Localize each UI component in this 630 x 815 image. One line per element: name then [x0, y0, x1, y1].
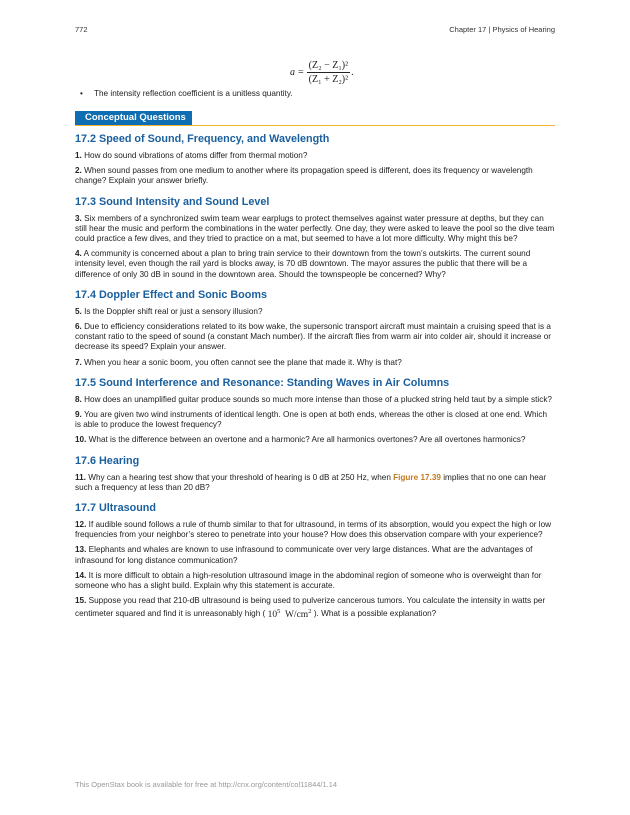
- questions-content: [75, 133, 555, 625]
- question-number: 1.: [75, 151, 82, 160]
- question-number: 13.: [75, 545, 87, 555]
- question-item: [75, 571, 555, 591]
- question-text: It is more difficult to obtain a high-resolution ultrasound image in the abdominal region of someone who is overweight than for someone who has a slight build. Explain why this statement is accurate.: [75, 570, 542, 591]
- question-text: Why can a hearing test show that your threshold of hearing is 0 dB at 250 Hz, when: [88, 472, 394, 482]
- question-number: 14.: [75, 570, 87, 580]
- question-item: [75, 473, 555, 493]
- bullet-text: The intensity reflection coefficient is a unitless quantity.: [94, 89, 293, 98]
- question-item: [75, 151, 555, 161]
- equation-numerator: (Z₂ − Z₁)²: [308, 60, 349, 71]
- section-heading: 17.3 Sound Intensity and Sound Level: [75, 195, 270, 208]
- question-text: When sound passes from one medium to another where its propagation speed is different, does its frequency or wavelength change? Explain your answer briefly.: [75, 166, 533, 186]
- question-item: [75, 322, 555, 353]
- conceptual-questions-label: Conceptual Questions: [75, 111, 192, 125]
- question-item: [75, 520, 555, 540]
- intensity-formula: [265, 607, 314, 620]
- question-number: 8.: [75, 394, 82, 404]
- question-text: Six members of a synchronized swim team wear earplugs to protect themselves against water pressure at depths, but they can still hear the music and perform the combinations in the water perfectly. One day, they were asked to leave the pool so the dive team could practice a few dives, and they tried to practice on a mat, but seemed to have a lot more difficulty. Why might this be?: [75, 213, 555, 244]
- question-item: [75, 410, 555, 430]
- question-text: Suppose you read that 210-dB ultrasound is being used to pulverize cancerous tumors. You calculate the intensity in watts per centimeter squared and find it is unreasonably high (: [75, 596, 546, 619]
- question-item: [75, 249, 555, 280]
- formula-exponent: 5: [277, 607, 281, 615]
- question-text: Elephants and whales are known to use infrasound to communicate over very large distances. What are the advantages of infrasound for long distance communication?: [75, 545, 533, 565]
- question-text: You are given two wind instruments of identical length. One is open at both ends, whereas the other is closed at one end. Which is able to produce the lowest frequency?: [75, 410, 548, 430]
- page-footer: This OpenStax book is available for free at http://cnx.org/content/col11844/1.14: [75, 780, 338, 789]
- page-number: 772: [75, 25, 88, 34]
- question-item: [75, 214, 555, 245]
- question-text: ). What is a possible explanation?: [313, 609, 437, 619]
- section-heading: 17.2 Speed of Sound, Frequency, and Wavelength: [75, 133, 330, 145]
- equation-denominator: (Z₁ + Z₂)²: [308, 74, 349, 85]
- question-text: How does an unamplified guitar produce sounds so much more intense than those of a plucked string held taut by a simple stick?: [84, 394, 552, 404]
- question-number: 12.: [75, 520, 87, 530]
- question-text: Is the Doppler shift real or just a sensory illusion?: [84, 306, 263, 316]
- question-number: 5.: [75, 306, 82, 316]
- bullet-icon: •: [80, 89, 83, 98]
- equation-fraction: [307, 60, 351, 85]
- section-heading: 17.5 Sound Interference and Resonance: Standing Waves in Air Columns: [75, 376, 450, 389]
- question-number: 9.: [75, 410, 82, 420]
- section-heading: 17.7 Ultrasound: [75, 502, 156, 515]
- question-item: [75, 307, 555, 317]
- question-number: 7.: [75, 357, 82, 367]
- question-number: 2.: [75, 166, 82, 176]
- figure-link[interactable]: Figure 17.39: [393, 472, 441, 482]
- question-text: When you hear a sonic boom, you often cannot see the plane that made it. Why is that?: [84, 357, 402, 367]
- chapter-title: Chapter 17 | Physics of Hearing: [449, 25, 555, 34]
- formula-unit: W/cm: [284, 609, 309, 620]
- question-text: If audible sound follows a rule of thumb similar to that for ultrasound, in terms of its absorption, would you expect the high or low frequencies from your neighbor’s stereo to penetrate into your house? How does this observation compare with your experience?: [75, 520, 552, 540]
- question-text: What is the difference between an overtone and a harmonic? Are all harmonics overtones? Are all overtones harmonics?: [88, 435, 526, 445]
- bullet-item: [80, 89, 293, 98]
- formula-base: 10: [267, 609, 278, 620]
- question-number: 3.: [75, 213, 82, 223]
- equation-period: .: [351, 67, 354, 78]
- question-item: [75, 395, 555, 405]
- section-heading: 17.4 Doppler Effect and Sonic Booms: [75, 288, 267, 301]
- question-text: implies that no one can hear such a frequency at less than 20 dB?: [75, 472, 547, 492]
- question-number: 11.: [75, 472, 86, 482]
- question-text: A community is concerned about a plan to bring train service to their downtown from the town’s outskirts. The current sound intensity level, even though the rail yard is blocks away, is 70 dB downtown. The mayor assures the public that there will be a difference of only 30 dB in sound in the downtown area. Should the townspeople be concerned? Why?: [75, 249, 531, 279]
- page-header: [75, 25, 555, 37]
- question-number: 4.: [75, 249, 82, 259]
- question-text: Due to efficiency considerations related to its bow wake, the supersonic transport aircraft must maintain a cruising speed that is a constant ratio to the speed of sound (a constant Mach number). If the aircraft flies from warm air into colder air, should it increase or decrease its speed? Explain your answer.: [75, 322, 552, 352]
- reflection-coefficient-equation: [290, 60, 354, 85]
- conceptual-questions-bar: [75, 111, 555, 126]
- question-item: [75, 358, 555, 368]
- question-item: [75, 166, 555, 186]
- question-item: [75, 596, 555, 620]
- question-number: 10.: [75, 435, 87, 445]
- question-number: 15.: [75, 596, 87, 606]
- question-item: [75, 545, 555, 565]
- formula-unit-exponent: 2: [308, 607, 312, 615]
- equation-equals: =: [298, 67, 304, 78]
- equation-lhs: a: [290, 67, 295, 78]
- question-text: How do sound vibrations of atoms differ from thermal motion?: [84, 151, 308, 160]
- question-number: 6.: [75, 322, 82, 332]
- section-heading: 17.6 Hearing: [75, 454, 140, 467]
- question-item: [75, 435, 555, 445]
